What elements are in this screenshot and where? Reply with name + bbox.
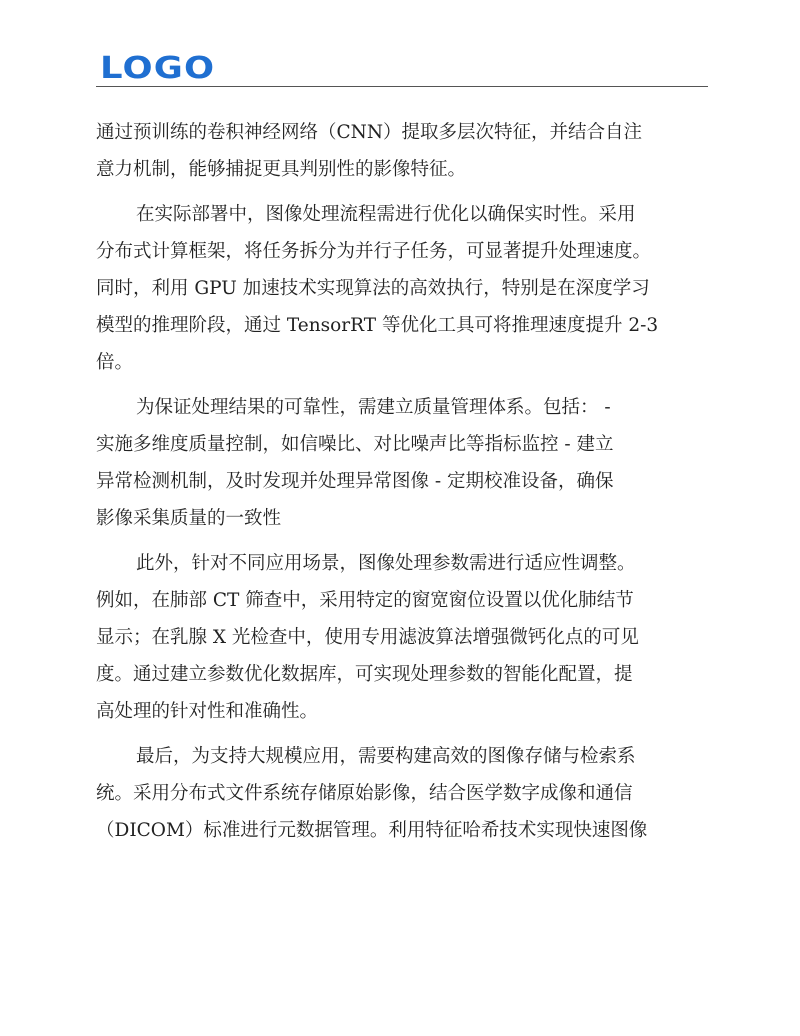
header-divider (96, 86, 708, 87)
text-line: 实施多维度质量控制，如信噪比、对比噪声比等指标监控 - 建立 (96, 434, 614, 455)
text-line: 例如，在肺部 CT 筛查中，采用特定的窗宽窗位设置以优化肺结节 (96, 590, 634, 611)
document-body (96, 114, 708, 849)
text-line: 意力机制，能够捕捉更具判别性的影像特征。 (96, 159, 467, 180)
text-line: 分布式计算框架，将任务拆分为并行子任务，可显著提升处理速度。 (96, 241, 652, 262)
text-line: 异常检测机制，及时发现并处理异常图像 - 定期校准设备，确保 (96, 471, 614, 492)
text-line: 影像采集质量的一致性 (96, 508, 282, 529)
text-line: 同时，利用 GPU 加速技术实现算法的高效执行，特别是在深度学习 (96, 278, 650, 299)
paragraph (96, 545, 708, 730)
text-line: 通过预训练的卷积神经网络（CNN）提取多层次特征，并结合自注 (96, 122, 643, 143)
text-line: 倍。 (96, 352, 134, 373)
paragraph (96, 196, 708, 381)
text-line: （DICOM）标准进行元数据管理。利用特征哈希技术实现快速图像 (96, 820, 648, 841)
paragraph (96, 114, 708, 188)
text-line: 统。采用分布式文件系统存储原始影像，结合医学数字成像和通信 (96, 783, 633, 804)
text-line: 度。通过建立参数优化数据库，可实现处理参数的智能化配置，提 (96, 664, 633, 685)
text-line: 显示；在乳腺 X 光检查中，使用专用滤波算法增强微钙化点的可见 (96, 627, 639, 648)
text-line: 最后，为支持大规模应用，需要构建高效的图像存储与检索系 (136, 746, 636, 767)
text-line: 为保证处理结果的可靠性，需建立质量管理体系。包括： - (136, 397, 611, 418)
text-line: 模型的推理阶段，通过 TensorRT 等优化工具可将推理速度提升 2-3 (96, 315, 659, 336)
text-line: 在实际部署中，图像处理流程需进行优化以确保实时性。采用 (136, 204, 636, 225)
text-line: 此外，针对不同应用场景，图像处理参数需进行适应性调整。 (136, 553, 636, 574)
text-line: 高处理的针对性和准确性。 (96, 701, 319, 722)
paragraph (96, 389, 708, 537)
paragraph (96, 738, 708, 849)
logo: LOGO (100, 51, 216, 86)
